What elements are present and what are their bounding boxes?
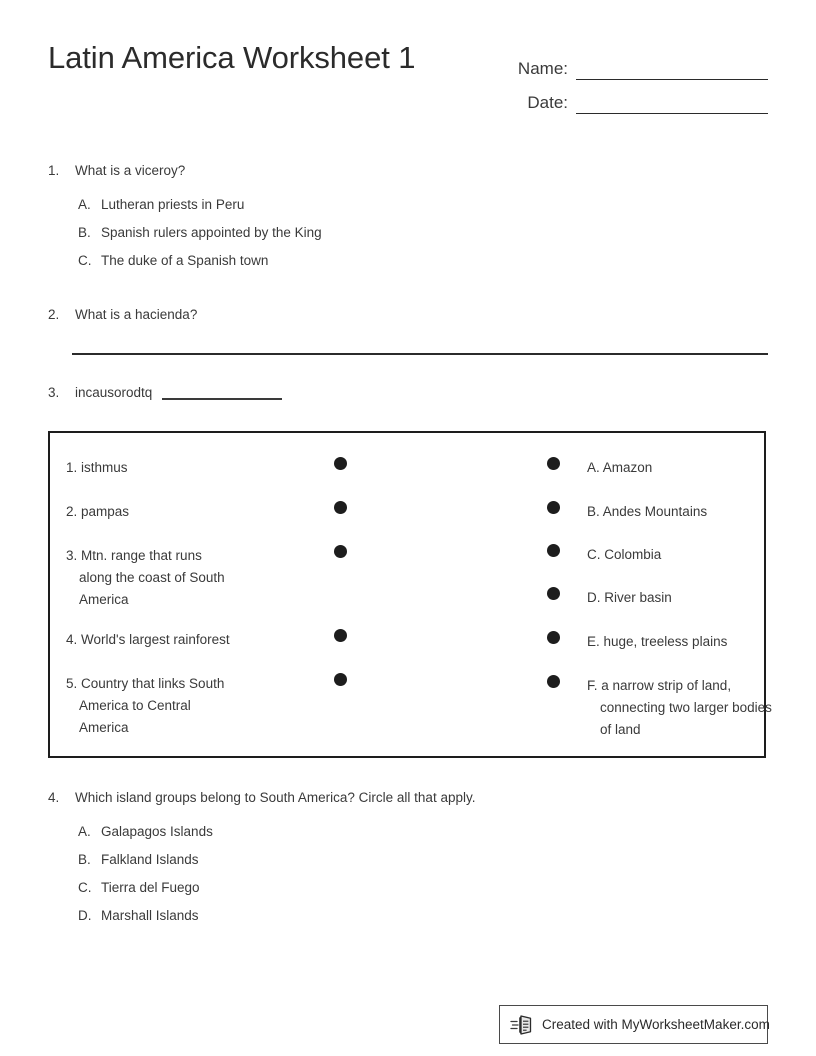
matching-left-dot-5[interactable] <box>334 673 350 743</box>
bullet-dot-icon <box>547 457 560 470</box>
question-4-option-d[interactable] <box>78 906 768 934</box>
matching-left-column <box>66 457 366 743</box>
question-4-option-a[interactable] <box>78 822 768 850</box>
matching-left-dot-1[interactable] <box>334 457 350 501</box>
date-field-row <box>498 80 768 114</box>
matching-left-item-4[interactable] <box>66 629 366 673</box>
question-4-text: Which island groups belong to South America? Circle all that apply. <box>75 790 476 805</box>
question-1-number: 1. <box>48 163 60 178</box>
bullet-dot-icon <box>334 545 347 558</box>
matching-left-item-line: 4. World's largest rainforest <box>66 632 230 647</box>
bullet-dot-icon <box>547 544 560 557</box>
question-2-number: 2. <box>48 307 60 322</box>
bullet-dot-icon <box>547 675 560 688</box>
matching-left-dot-4[interactable] <box>334 629 350 673</box>
option-text: Marshall Islands <box>101 908 199 923</box>
matching-right-item-d[interactable] <box>587 587 807 631</box>
option-text: The duke of a Spanish town <box>101 253 269 268</box>
question-4-option-c[interactable] <box>78 878 768 906</box>
bullet-dot-icon <box>547 587 560 600</box>
question-1 <box>48 161 768 279</box>
bullet-dot-icon <box>334 457 347 470</box>
matching-right-dot-d[interactable] <box>547 587 563 631</box>
worksheet-maker-logo-icon <box>510 1013 536 1037</box>
option-text: Spanish rulers appointed by the King <box>101 225 322 240</box>
question-1-options <box>48 195 768 279</box>
matching-left-item-line: 3. Mtn. range that runs <box>66 548 202 563</box>
question-2 <box>48 305 768 325</box>
matching-left-item-5[interactable] <box>66 673 366 743</box>
matching-left-dot-3[interactable] <box>334 545 350 629</box>
matching-right-item-line: connecting two larger bodies <box>600 700 772 715</box>
bullet-dot-icon <box>334 629 347 642</box>
question-4-option-b[interactable] <box>78 850 768 878</box>
matching-right-item-a[interactable] <box>587 457 807 501</box>
matching-left-item-line: America <box>79 592 129 607</box>
matching-left-dot-2[interactable] <box>334 501 350 545</box>
matching-left-item-line: 5. Country that links South <box>66 676 225 691</box>
matching-left-item-line: America <box>79 720 129 735</box>
question-4-number: 4. <box>48 790 60 805</box>
question-2-answer-line[interactable] <box>72 353 768 355</box>
matching-right-item-e[interactable] <box>587 631 807 675</box>
matching-right-item-line: E. huge, treeless plains <box>587 634 728 649</box>
question-3-prompt <box>48 383 768 403</box>
created-with-badge[interactable] <box>499 1005 768 1044</box>
matching-right-dot-b[interactable] <box>547 501 563 544</box>
matching-right-dot-f[interactable] <box>547 675 563 745</box>
option-text: Tierra del Fuego <box>101 880 200 895</box>
question-3 <box>48 383 768 403</box>
worksheet-header <box>48 40 768 130</box>
matching-right-item-line: F. a narrow strip of land, <box>587 678 732 693</box>
matching-right-item-line: A. Amazon <box>587 460 653 475</box>
matching-right-item-line: B. Andes Mountains <box>587 504 708 519</box>
matching-left-item-line: America to Central <box>79 698 191 713</box>
question-3-number: 3. <box>48 385 60 400</box>
bullet-dot-icon <box>547 501 560 514</box>
option-letter: C. <box>78 253 92 268</box>
created-with-text: Created with MyWorksheetMaker.com <box>542 1016 770 1032</box>
name-input-line[interactable] <box>576 59 768 80</box>
name-date-fields <box>498 46 768 114</box>
question-1-text: What is a viceroy? <box>75 163 186 178</box>
question-2-text: What is a hacienda? <box>75 307 198 322</box>
option-letter: B. <box>78 852 91 867</box>
bullet-dot-icon <box>547 631 560 644</box>
bullet-dot-icon <box>334 673 347 686</box>
name-label: Name: <box>517 59 568 78</box>
question-2-prompt <box>48 305 768 325</box>
option-text: Falkland Islands <box>101 852 199 867</box>
question-4-prompt <box>48 788 768 808</box>
question-1-option-a[interactable] <box>78 195 768 223</box>
matching-left-item-line: 1. isthmus <box>66 460 128 475</box>
bullet-dot-icon <box>334 501 347 514</box>
matching-right-item-f[interactable] <box>587 675 807 745</box>
matching-left-item-3[interactable] <box>66 545 366 629</box>
matching-inner <box>50 433 772 756</box>
option-letter: A. <box>78 824 91 839</box>
matching-right-dot-a[interactable] <box>547 457 563 501</box>
matching-right-column <box>587 457 807 745</box>
date-input-line[interactable] <box>576 93 768 114</box>
matching-right-item-c[interactable] <box>587 544 807 587</box>
matching-right-item-line: D. River basin <box>587 590 672 605</box>
matching-right-dot-c[interactable] <box>547 544 563 587</box>
page-title: Latin America Worksheet 1 <box>48 40 416 75</box>
option-letter: D. <box>78 908 92 923</box>
question-1-option-b[interactable] <box>78 223 768 251</box>
question-3-answer-blank[interactable] <box>162 386 282 400</box>
name-field-row <box>498 46 768 80</box>
matching-left-item-2[interactable] <box>66 501 366 545</box>
question-1-prompt <box>48 161 768 181</box>
matching-right-item-line: of land <box>600 722 641 737</box>
option-letter: A. <box>78 197 91 212</box>
date-label: Date: <box>527 93 568 112</box>
matching-left-dots <box>334 457 350 743</box>
option-text: Lutheran priests in Peru <box>101 197 245 212</box>
matching-left-item-1[interactable] <box>66 457 366 501</box>
question-4-options <box>48 822 768 934</box>
question-3-scrambled-word: incausorodtq <box>75 385 153 400</box>
matching-right-dots <box>547 457 563 745</box>
matching-left-item-line: 2. pampas <box>66 504 130 519</box>
matching-right-item-b[interactable] <box>587 501 807 544</box>
matching-exercise-box <box>48 431 772 758</box>
matching-left-item-line: along the coast of South <box>79 570 225 585</box>
option-letter: B. <box>78 225 91 240</box>
matching-right-dot-e[interactable] <box>547 631 563 675</box>
matching-right-item-line: C. Colombia <box>587 547 662 562</box>
option-text: Galapagos Islands <box>101 824 213 839</box>
question-4 <box>48 788 768 934</box>
option-letter: C. <box>78 880 92 895</box>
question-1-option-c[interactable] <box>78 251 768 279</box>
